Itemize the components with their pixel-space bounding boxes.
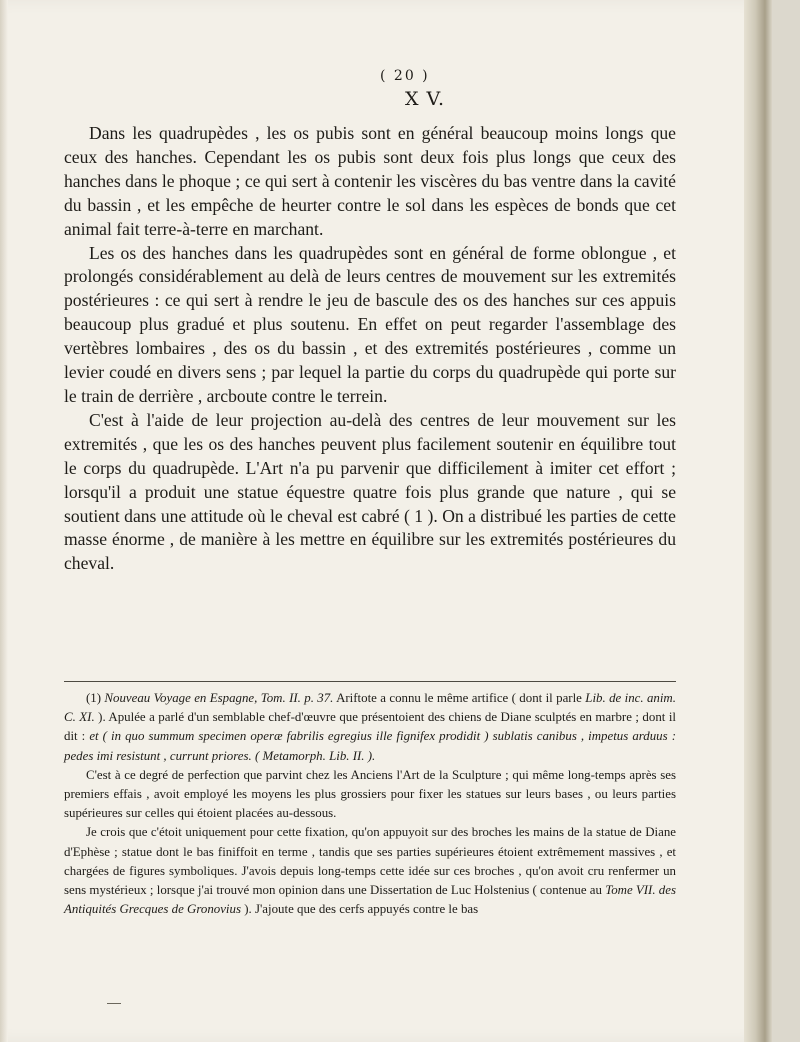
- footnote-1-citation: Nouveau Voyage en Espagne, Tom. II. p. 37.: [104, 691, 334, 705]
- footnote-1-text-b: ). Apulée a parlé d'un semblable chef-d'œuvre que présentoient des chiens de Diane sculptés en marbre ; dont il dit :: [64, 710, 676, 744]
- page-number: ( 20 ): [380, 68, 430, 84]
- footnote-1: [64, 689, 676, 766]
- main-text: [64, 122, 676, 576]
- section-number: X V.: [404, 88, 445, 110]
- page-right-edge: [744, 0, 772, 1042]
- footnote-3-reference: Tome VII. des Antiquités Grecques de Gronovius: [64, 883, 676, 917]
- footnote-1-text-a: Ariftote a connu le même artifice ( dont il parle: [336, 691, 582, 705]
- footnote-marker: (1): [86, 691, 102, 705]
- footnote-divider: [64, 681, 676, 682]
- footnote-1-quotation: et ( in quo summum specimen operæ fabrilis egregius ille fignifex prodidit ) sublatis canibus , impetus arduus : pedes imi resistunt , currunt priores. ( Metamorph. Lib. II. ).: [64, 729, 676, 763]
- footnote-1-reference: Lib. de inc. anim. C. XI.: [64, 691, 676, 725]
- paragraph-1: Dans les quadrupèdes , les os pubis sont en général beaucoup moins longs que ceux des hanches. Cependant les os pubis sont deux fois plus longs que ceux des hanches dans le phoque ; ce qui sert à contenir les viscères du bas ventre dans la cavité du bassin , et les empêche de heurter contre le sol dans les espèces de bonds que cet animal fait terre-à-terre en marchant.: [64, 123, 676, 239]
- paragraph-3: C'est à l'aide de leur projection au-delà des centres de leur mouvement sur les extremités , que les os des hanches peuvent plus facilement soutenir en équilibre tout le corps du quadrupède. L'Art n'a pu parvenir que difficilement à imiter cet effort ; lorsqu'il a produit une statue équestre quatre fois plus grande que nature , qui se soutient dans une attitude où le cheval est cabré ( 1 ). On a distribué les parties de cette masse énorme , de manière à les mettre en équilibre sur les extremités postérieures du cheval.: [64, 409, 676, 574]
- footnote-3: [64, 823, 676, 919]
- paragraph-2: Les os des hanches dans les quadrupèdes sont en général de forme oblongue , et prolongés considérablement au delà de leurs centres de mouvement sur les extremités postérieures : ce qui sert à rendre le jeu de bascule des os des hanches sur ces appuis beaucoup plus gradué et plus soutenu. En effet on peut regarder l'assemblage des vertèbres lombaires , des os du bassin , et des extremités postérieures , comme un levier coudé en divers sens ; par lequel la partie du corps du quadrupède qui porte sur le train de derrière , arcboute contre le terrein.: [64, 242, 676, 406]
- footnotes: [64, 689, 676, 919]
- footnote-3-text-a: Je crois que c'étoit uniquement pour cette fixation, qu'on appuyoit sur des broches les mains de la statue de Diane d'Ephèse ; statue dont le bas finiffoit en terme , tandis que ses parties supérieures étoient extrêmement massives , et chargées de figures symboliques. J'avois depuis long-temps cette idée sur ces broches , qu'on avoit cru renfermer un sens mystérieux ; lorsque j'ai trouvé mon opinion dans une Dissertation de Luc Holstenius ( contenue au: [64, 825, 676, 898]
- page-left-shadow: [0, 0, 8, 1042]
- footnote-2: C'est à ce degré de perfection que parvint chez les Anciens l'Art de la Sculpture ; qui même long-temps après ses premiers effais , avoit employé les moyens les plus grossiers pour fixer les statues sur leurs bases , ou leurs parties supérieures sur celles qui étoient placées au-dessous.: [64, 767, 676, 821]
- footnote-3-text-b: ). J'ajoute que des cerfs appuyés contre le bas: [244, 902, 479, 917]
- catchword-mark: [107, 1003, 121, 1004]
